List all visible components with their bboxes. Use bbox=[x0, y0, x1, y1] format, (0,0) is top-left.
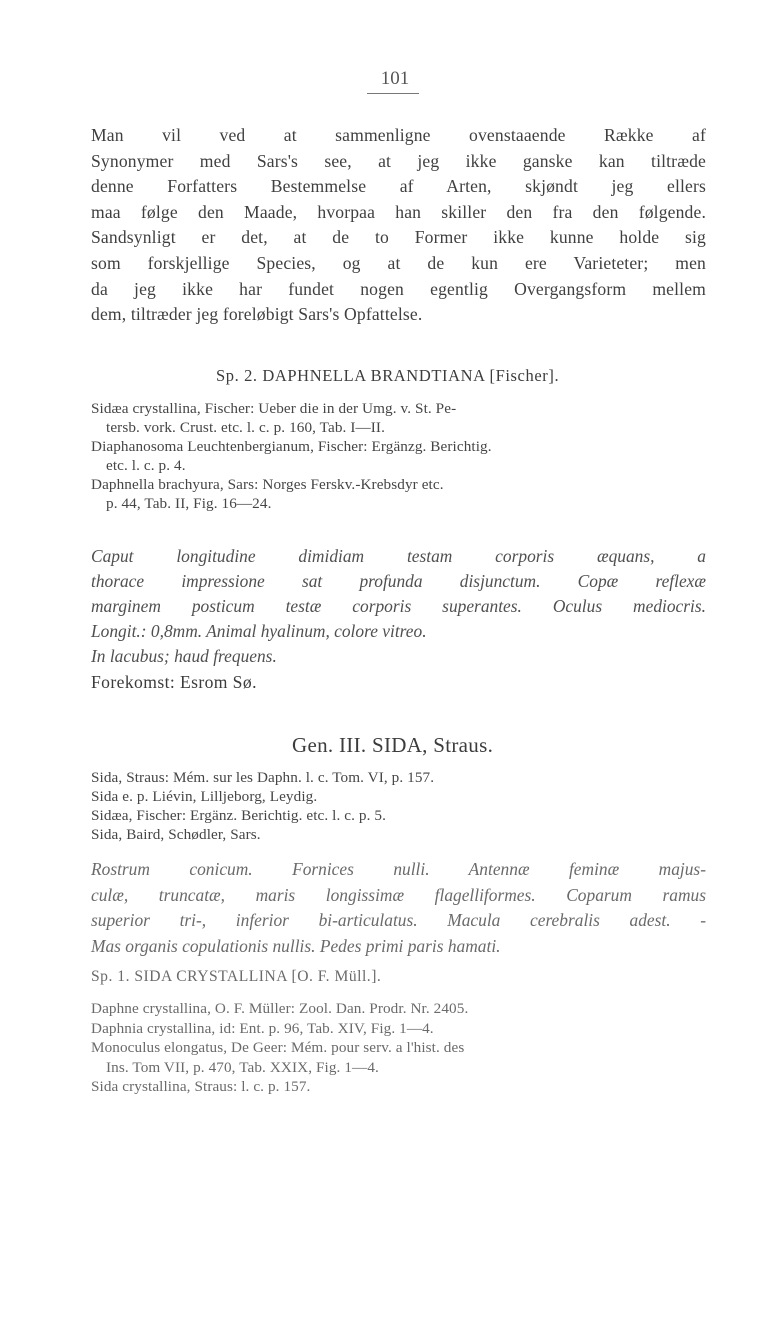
text-line: dem, tiltræder jeg foreløbigt Sars's Opfattelse. bbox=[91, 304, 423, 325]
text-line: Man vil ved at sammenligne ovenstaaende Række af bbox=[91, 125, 706, 145]
species-2-heading: Sp. 2. DAPHNELLA BRANDTIANA [Fischer]. bbox=[216, 366, 560, 385]
synonym-entry bbox=[91, 1038, 706, 1077]
synonym-line: Sida crystallina, Straus: l. c. p. 157. bbox=[91, 1078, 311, 1095]
latin-line: culæ, truncatæ, maris longissimæ flagelliformes. Coparum ramus bbox=[91, 884, 706, 905]
page-number: 101 bbox=[380, 68, 410, 89]
species-2-occurrence: Forekomst: Esrom Sø. bbox=[91, 672, 257, 692]
intro-paragraph bbox=[91, 123, 706, 328]
latin-line: Longit.: 0,8mm. Animal hyalinum, colore vitreo. bbox=[91, 621, 427, 641]
synonym-entry bbox=[91, 1077, 706, 1097]
species-1-heading: Sp. 1. SIDA CRYSTALLINA [O. F. Müll.]. bbox=[91, 968, 382, 985]
text-line: som forskjellige Species, og at de kun ere Varieteter; men bbox=[91, 252, 706, 273]
synonym-line: Diaphanosoma Leuchtenbergianum, Fischer: Ergänzg. Berichtig. bbox=[91, 438, 492, 455]
species-2-description bbox=[91, 544, 706, 669]
genus-3-description bbox=[91, 857, 706, 959]
synonym-line: Monoculus elongatus, De Geer: Mém. pour serv. a l'hist. des bbox=[91, 1039, 465, 1056]
synonym-entry bbox=[91, 1019, 706, 1039]
synonym-entry bbox=[91, 437, 706, 475]
latin-line: Mas organis copulationis nullis. Pedes primi paris hamati. bbox=[91, 935, 501, 956]
synonym-entry bbox=[91, 475, 706, 513]
page-number-rule bbox=[367, 93, 419, 94]
synonym-line: Sidæa, Fischer: Ergänz. Berichtig. etc. l. c. p. 5. bbox=[91, 807, 387, 824]
synonym-line: etc. l. c. p. 4. bbox=[106, 457, 186, 474]
genus-3-heading: Gen. III. SIDA, Straus. bbox=[292, 733, 494, 757]
text-line: Synonymer med Sars's see, at jeg ikke ganske kan tiltræde bbox=[91, 150, 706, 171]
species-2-synonyms bbox=[91, 399, 706, 513]
synonym-line: Sida e. p. Liévin, Lilljeborg, Leydig. bbox=[91, 788, 318, 805]
synonym-line: Daphnella brachyura, Sars: Norges Ferskv.-Krebsdyr etc. bbox=[91, 476, 444, 493]
synonym-line: Daphne crystallina, O. F. Müller: Zool. Dan. Prodr. Nr. 2405. bbox=[91, 1000, 469, 1017]
synonym-line: p. 44, Tab. II, Fig. 16—24. bbox=[106, 495, 272, 512]
latin-line: superior tri-, inferior bi-articulatus. Macula cerebralis adest. - bbox=[91, 910, 706, 930]
genus-3-synonyms bbox=[91, 768, 706, 844]
text-line: maa følge den Maade, hvorpaa han skiller den fra den følgende. bbox=[91, 201, 706, 222]
synonym-entry bbox=[91, 999, 706, 1019]
text-line: Sandsynligt er det, at de to Former ikke kunne holde sig bbox=[91, 227, 706, 248]
latin-line: marginem posticum testæ corporis superantes. Oculus mediocris. bbox=[91, 596, 706, 616]
synonym-line: Sidæa crystallina, Fischer: Ueber die in der Umg. v. St. Pe- bbox=[91, 400, 457, 417]
latin-line: thorace impressione sat profunda disjunctum. Copæ reflexæ bbox=[91, 571, 706, 591]
species-1-synonyms bbox=[91, 999, 706, 1097]
synonym-line: Sida, Straus: Mém. sur les Daphn. l. c. Tom. VI, p. 157. bbox=[91, 769, 435, 786]
latin-line: Rostrum conicum. Fornices nulli. Antennæ feminæ majus- bbox=[91, 859, 706, 879]
synonym-line: Sida, Baird, Schødler, Sars. bbox=[91, 826, 261, 843]
synonym-line: tersb. vork. Crust. etc. l. c. p. 160, Tab. I—II. bbox=[106, 419, 385, 436]
synonym-entry bbox=[91, 399, 706, 437]
text-line: denne Forfatters Bestemmelse af Arten, skjøndt jeg ellers bbox=[91, 176, 706, 197]
synonym-line: Ins. Tom VII, p. 470, Tab. XXIX, Fig. 1—4. bbox=[106, 1058, 379, 1076]
text-line: da jeg ikke har fundet nogen egentlig Overgangsform mellem bbox=[91, 278, 706, 299]
latin-line: Caput longitudine dimidiam testam corporis æquans, a bbox=[91, 546, 706, 566]
synonym-line: Daphnia crystallina, id: Ent. p. 96, Tab. XIV, Fig. 1—4. bbox=[91, 1019, 434, 1037]
latin-line: In lacubus; haud frequens. bbox=[91, 646, 277, 666]
